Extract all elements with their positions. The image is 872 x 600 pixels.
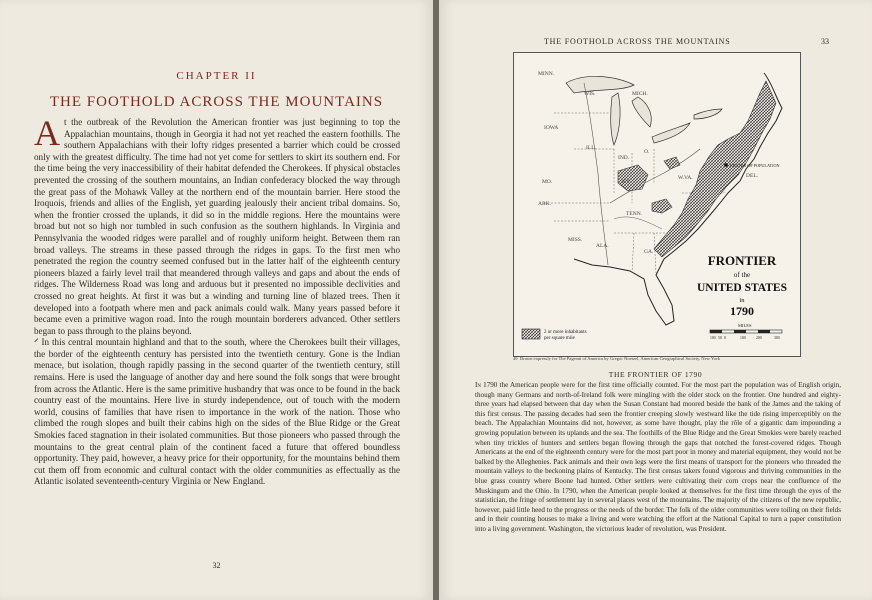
label-ark: ARK. bbox=[538, 201, 551, 207]
lake-ontario bbox=[694, 109, 722, 119]
page-number-left: 32 bbox=[212, 561, 221, 570]
label-mich: MICH. bbox=[632, 91, 648, 97]
caption-text: Drawn expressly for The Pageant of America by Gregor Noetzel, American Geographical Society, New York bbox=[519, 356, 720, 361]
drop-cap: A bbox=[34, 113, 60, 153]
chapter-number: CHAPTER II bbox=[176, 70, 257, 82]
figure-title: THE FRONTIER OF 1790 bbox=[608, 370, 703, 379]
center-of-population-marker bbox=[724, 163, 728, 167]
description-lead-in: In 1790 bbox=[475, 381, 498, 389]
label-miss: MISS. bbox=[568, 237, 583, 243]
settled-area-ohio bbox=[664, 157, 680, 169]
lake-michigan bbox=[611, 93, 620, 145]
legend-text-line2: per square mile bbox=[544, 336, 575, 341]
mississippi-river bbox=[584, 83, 608, 265]
paragraph-2 bbox=[34, 337, 400, 488]
scale-tick-1: 100 bbox=[710, 336, 716, 340]
paragraph-2-text: In this central mountain highland and that to the south, where the Cherokees built their villages, the border of the eighteenth century has persisted into the twentieth century. Gone is the Indian menace, but isolation, though rapidly passing in the second quarter of the twentieth century, still remains. Here is used the language of another day and here sound the folk songs that were brought from across the Atlantic. Here is the same primitive husbandry that was once to be found in the back country east of the mountains. Here live in sturdy independence, out of touch with the modern world, cousins of families that have risen to importance in the work of the nation. Those who climbed the rough slopes and built their cabins high on the sides of the Blue Ridge or the Great Smokies faced stagnation in their isolated communities. But those pioneers who passed through the mountains to the great central plain of the continent faced a future that offered boundless opportunity. They paid, however, a heavy price for their opportunity, for the mountains behind them cut them off from economic and cultural contact with the older communities as effectually as the Atlantic isolated seventeenth-century Virginia or New England. bbox=[34, 337, 400, 487]
label-wva: W.VA. bbox=[678, 175, 693, 181]
map-title-frontier: FRONTIER bbox=[707, 253, 777, 268]
label-o: O. bbox=[644, 149, 650, 155]
description-paragraph bbox=[475, 381, 841, 535]
settled-area-east bbox=[654, 81, 776, 257]
label-del: DEL. bbox=[746, 173, 759, 179]
caption-number: 49 bbox=[513, 356, 518, 361]
legend-swatch bbox=[522, 329, 540, 339]
label-ga: GA. bbox=[644, 249, 654, 255]
settled-area-kentucky bbox=[618, 165, 648, 191]
label-wis: WIS. bbox=[584, 91, 596, 97]
description-body: the American people were for the first time officially counted. For the most part the population was of English origin, though many Germans and north-of-Ireland folk were mingling with the older stock on the frontier. One hundred and eighty-three years had elapsed between that day when the Susan Constant had moored beside the bank of the James and the taking of this first census. The passing decades had seen the frontier creeping slowly westward like the tide rising imperceptibly on the beach. The Appalachian Mountains did not, however, as some have thought, play the rôle of a gigantic dam impounding a growing population between its uplands and the sea. The foothills of the Blue Ridge and the Great Smokies were barely reached when tiny trickles of hunters and settlers began flowing through the gaps that notched the forest-covered ridges. Though Americans at the end of the eighteenth century were for the most part poor in money and material equipment, they would not be balked by the Alleghenies. Pack animals and their own legs were the first means of transport for the pioneers who threaded the mountain valleys to the beckoning plains of Kentucky. The first census takers found vigorous and thriving communities in the blue grass country where Boone had hunted. Other settlers were cultivating their corn crops near the confluence of the Muskingum and the Ohio. In 1790, when the American people looked at themselves for the first time through the eyes of the statistician, the fringe of settlement lay in several places west of the mountains. The majority of the citizens of the new republic, however, paid little heed to the progress or the needs of the border. The folk of the older communities were toiling on their fields and in their counting houses to make a living and were watching the effort at the National Capital to turn a paper constitution into a living government. Washington, the victorious leader of revolution, was President. bbox=[475, 381, 841, 533]
scale-tick-5: 200 bbox=[756, 336, 762, 340]
frontier-map bbox=[513, 52, 801, 357]
page-number-right: 33 bbox=[821, 37, 829, 46]
scale-tick-6: 300 bbox=[774, 336, 780, 340]
label-ill: ILL. bbox=[586, 145, 596, 151]
paragraph-1-text: t the outbreak of the Revolution the American frontier was just beginning to top the Appalachian mountains, though in Georgia it had not yet reached the eastern foothills. The southern Appalachians with their lofty ridges presented a barrier which could be crossed only with the greatest difficulty. The time had not yet come for settlers to skirt its southern end. For the time being the very inaccessibility of their habitat defended the Cherokees. If physical obstacles prevented the crossing of the southern mountains, an Indian confederacy blocked the way through the great pass of the Mohawk Valley at the northern end of the mountain barrier. Here stood the Iroquois, friends and allies of the English, yet guarding jealously their ancient tribal domains. So, when the frontier crossed the uplands, it did so in the middle regions. Here the mountains were broad but not so high nor tumbled in such confusion as the southern highlands. In Virginia and Pennsylvania the wooded ridges were parallel and of roughly uniform height. Between them ran broad valleys. The streams in these passed through the ridges in gaps. To the first men who penetrated the region the country seemed confused but in the latter half of the eighteenth century pioneers blazed a fairly level trail that meandered through valleys and gaps and about the ends of ridges. The Wilderness Road was long and arduous but it presented no impossible declivities and crossed no great heights. At first it was but a winding and turning line of blazed trees. Then it developed into a footpath where men and pack animals could walk. Many years passed before it became even a primitive wagon road. Into the rough mountain borderers advanced. Other settlers began to pass through to the plains beyond. bbox=[34, 117, 400, 336]
label-mo: MO. bbox=[542, 179, 553, 185]
tennessee-river bbox=[614, 217, 662, 229]
chapter-title: THE FOOTHOLD ACROSS THE MOUNTAINS bbox=[49, 94, 384, 110]
scale-tick-2: 50 bbox=[718, 336, 722, 340]
label-ala: ALA. bbox=[596, 243, 609, 249]
scale-bar bbox=[710, 330, 782, 333]
map-title-of-the: of the bbox=[733, 271, 751, 279]
map-title-united-states: UNITED STATES bbox=[696, 282, 788, 294]
left-page bbox=[0, 0, 433, 600]
settled-area-tennessee bbox=[652, 199, 672, 213]
scale-tick-4: 100 bbox=[740, 336, 746, 340]
label-ind: IND. bbox=[618, 155, 630, 161]
label-ky: KY. bbox=[622, 179, 631, 185]
label-minn: MINN. bbox=[538, 71, 555, 77]
paragraph-1 bbox=[34, 113, 400, 337]
map-svg bbox=[514, 53, 800, 356]
label-tenn: TENN. bbox=[626, 211, 643, 217]
chapter-body bbox=[34, 113, 400, 488]
label-iowa: IOWA bbox=[544, 125, 559, 131]
lake-huron bbox=[632, 97, 651, 127]
map-title-year: 1790 bbox=[730, 304, 754, 318]
figure-description bbox=[475, 381, 841, 535]
running-head: THE FOOTHOLD ACROSS THE MOUNTAINS bbox=[544, 37, 731, 46]
lake-erie bbox=[652, 123, 690, 143]
map-caption bbox=[513, 356, 813, 361]
legend-text-line1: 2 or more inhabitants bbox=[544, 330, 587, 335]
map-title-in: in bbox=[739, 297, 745, 304]
section-mark: ⸍ bbox=[34, 337, 39, 348]
lake-superior bbox=[566, 76, 634, 93]
center-of-population-label: CENTER OF POPULATION bbox=[730, 163, 780, 168]
right-page bbox=[439, 0, 872, 600]
scale-label: MILES bbox=[738, 323, 752, 328]
scale-tick-3: 0 bbox=[724, 336, 726, 340]
